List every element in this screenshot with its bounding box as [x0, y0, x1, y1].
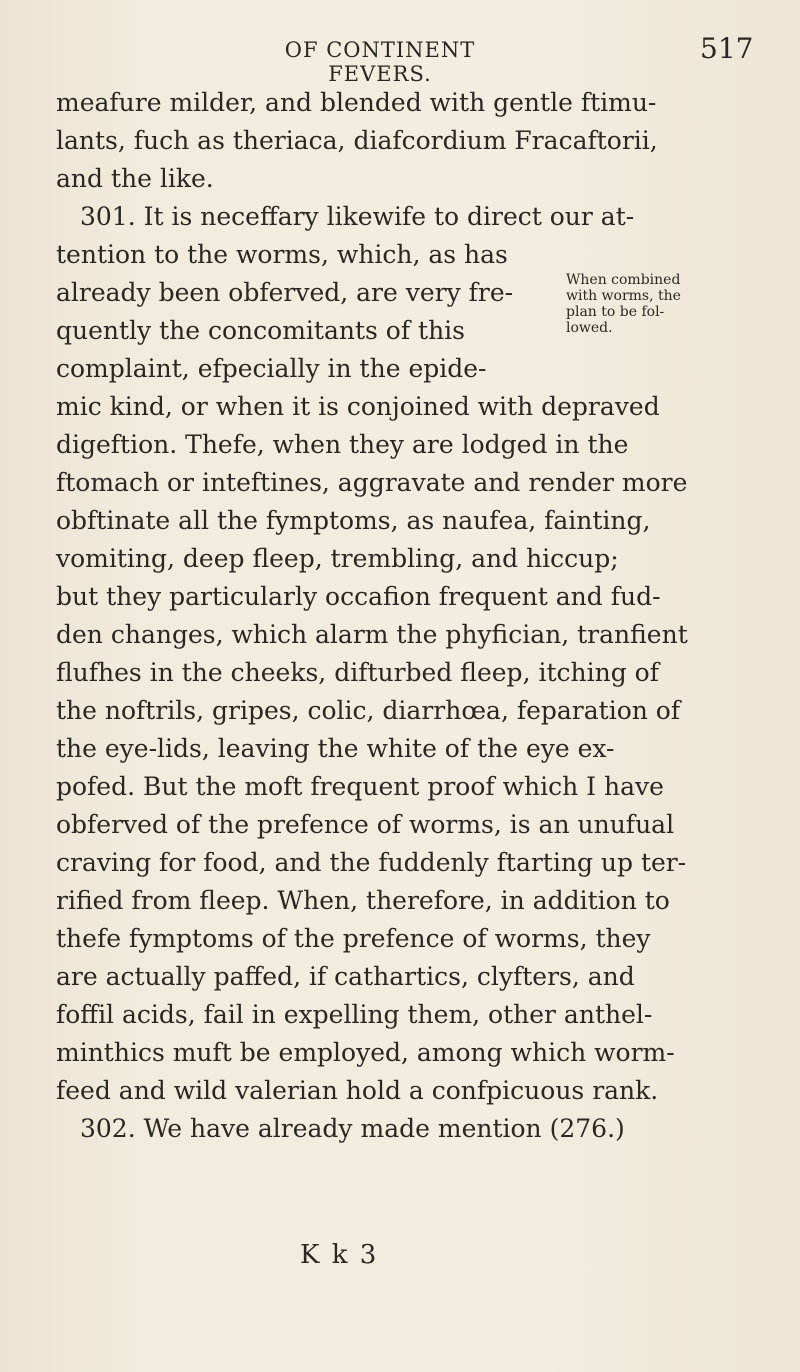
text-line: rified from fleep. When, therefore, in addition to: [56, 886, 670, 915]
signature-mark: K k 3: [300, 1240, 379, 1270]
text-line: pofed. But the moft frequent proof which I have: [56, 772, 664, 801]
page-number: 517: [700, 32, 754, 65]
text-line: are actually paffed, if cathartics, clyfters, and: [56, 962, 635, 991]
text-line: feed and wild valerian hold a confpicuous rank.: [56, 1076, 659, 1105]
text-line: already been obferved, are very fre-: [56, 278, 514, 307]
text-line: mic kind, or when it is conjoined with depraved: [56, 392, 660, 421]
text-line: craving for food, and the fuddenly ftarting up ter-: [56, 848, 687, 877]
marginal-note-line: plan to be fol-: [566, 304, 665, 320]
paragraph-301-start: 301. It is neceffary likewife to direct our at-: [80, 202, 635, 231]
text-line: vomiting, deep fleep, trembling, and hiccup;: [56, 544, 619, 573]
text-line: digeftion. Thefe, when they are lodged in the: [56, 430, 629, 459]
paragraph-302-start: 302. We have already made mention (276.): [80, 1114, 625, 1143]
marginal-note-line: with worms, the: [566, 288, 681, 304]
text-line: ftomach or inteftines, aggravate and render more: [56, 468, 688, 497]
text-line: thefe fymptoms of the prefence of worms, they: [56, 924, 651, 953]
text-line: the noftrils, gripes, colic, diarrhœa, feparation of: [56, 696, 681, 725]
marginal-note-line: lowed.: [566, 320, 613, 336]
text-line: quently the concomitants of this: [56, 316, 466, 345]
text-line: lants, fuch as theriaca, diafcordium Fracaftorii,: [56, 126, 658, 155]
text-line: meafure milder, and blended with gentle ftimu-: [56, 88, 657, 117]
text-line: tention to the worms, which, as has: [56, 240, 508, 269]
text-line: obftinate all the fymptoms, as naufea, fainting,: [56, 506, 651, 535]
text-line: but they particularly occafion frequent and fud-: [56, 582, 661, 611]
text-line: and the like.: [56, 164, 214, 193]
text-line: obferved of the prefence of worms, is an unufual: [56, 810, 675, 839]
text-line: complaint, efpecially in the epide-: [56, 354, 487, 383]
text-line: the eye-lids, leaving the white of the eye ex-: [56, 734, 615, 763]
marginal-note: [566, 272, 756, 336]
text-line: minthics muft be employed, among which worm-: [56, 1038, 675, 1067]
marginal-note-line: When combined: [566, 272, 681, 288]
text-line: flufhes in the cheeks, difturbed fleep, itching of: [56, 658, 659, 687]
text-line: den changes, which alarm the phyfician, tranfient: [56, 620, 688, 649]
text-line: foffil acids, fail in expelling them, other anthel-: [56, 1000, 653, 1029]
running-head: OF CONTINENT FEVERS.: [284, 38, 476, 86]
